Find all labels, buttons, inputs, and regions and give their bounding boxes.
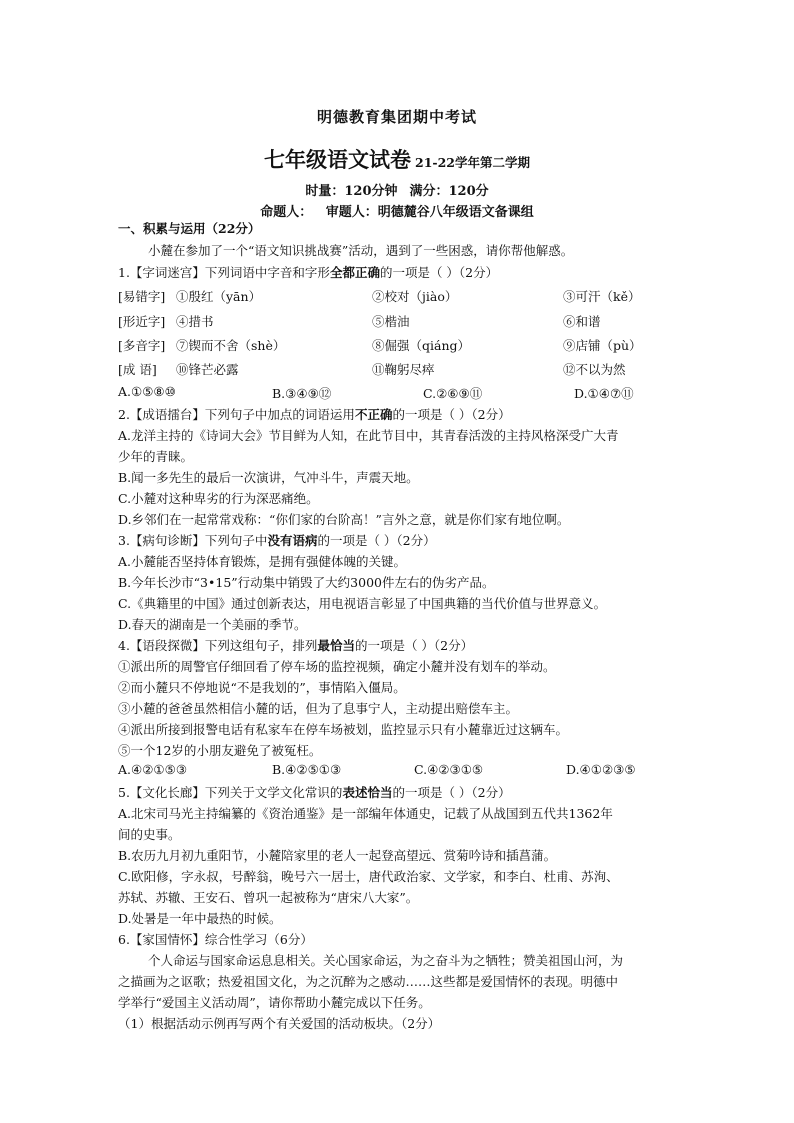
time-score-line bbox=[0, 180, 794, 199]
question-4-stem bbox=[118, 636, 473, 654]
q6-paragraph-line1: 个人命运与国家命运息息相关。关心国家命运，为之奋斗为之牺牲；赞美祖国山河，为 bbox=[148, 953, 624, 968]
q3-stem-emphasis: 没有语病 bbox=[267, 533, 318, 548]
section-intro: 小麓在参加了一个“语文知识挑战赛”活动，遇到了一些困惑，请你帮他解惑。 bbox=[148, 243, 574, 258]
q5-stem-emphasis: 表述恰当 bbox=[342, 785, 393, 800]
q2-option-a-line2: 少年的青睐。 bbox=[118, 449, 194, 464]
q3-option-b: B.今年长沙市“3•15”行动集中销毁了大约3000件左右的伪劣产品。 bbox=[118, 575, 495, 590]
q5-option-d: D.处暑是一年中最热的时候。 bbox=[118, 911, 282, 926]
q1-row-label: [形近字] bbox=[118, 314, 166, 329]
q3-stem-c: 的一项是（ ）（2分） bbox=[317, 533, 436, 548]
q4-stem-emphasis: 最恰当 bbox=[317, 638, 355, 653]
q1-item: ⑥和谱 bbox=[563, 314, 601, 329]
reviewer-label: 审题人：明德麓谷八年级语文备课组 bbox=[325, 205, 534, 220]
option-c: C.②⑥⑨⑪ bbox=[423, 386, 483, 401]
q1-item: ③可汗（kě） bbox=[563, 289, 641, 304]
title-line bbox=[0, 144, 794, 174]
option-a: A.④②①⑤③ bbox=[118, 762, 188, 777]
q6-subquestion-1: （1）根据活动示例再写两个有关爱国的活动板块。（2分） bbox=[118, 1016, 441, 1031]
q2-option-d: D.乡邻们在一起常常戏称：“你们家的台阶高！”言外之意，就是你们家有地位啊。 bbox=[118, 512, 570, 527]
q1-row-label: [成 语] bbox=[118, 362, 157, 377]
q1-item: ②校对（jiào） bbox=[372, 289, 458, 304]
q2-option-a-line1: A.龙洋主持的《诗词大会》节目鲜为人知，在此节目中，其青春活泼的主持风格深受广大青 bbox=[118, 428, 619, 443]
question-5-stem bbox=[118, 783, 511, 801]
option-d: D.①④⑦⑪ bbox=[574, 386, 634, 401]
q5-option-c-line2: 苏轼、苏辙、王安石、曾巩一起被称为“唐宋八大家”。 bbox=[118, 890, 419, 905]
q4-sentence-5: ⑤一个12岁的小朋友避免了被冤枉。 bbox=[118, 743, 322, 758]
q3-option-a: A.小麓能否坚持体育锻炼，是拥有强健体魄的关键。 bbox=[118, 554, 407, 569]
time-label: 时量：120分钟 bbox=[305, 184, 398, 199]
q1-item: ⑩锋芒必露 bbox=[176, 362, 239, 377]
author-line bbox=[0, 201, 794, 220]
q5-option-a-line1: A.北宋司马光主持编纂的《资治通鉴》是一部编年体通史，记载了从战国到五代共1362年 bbox=[118, 806, 613, 821]
q2-stem-a: 2.【成语擂台】下列句子中加点的词语运用 bbox=[118, 407, 355, 422]
q2-stem-emphasis: 不正确 bbox=[354, 407, 393, 422]
q3-option-d: D.春天的湖南是一个美丽的季节。 bbox=[118, 617, 307, 632]
q4-sentence-1: ①派出所的周警官仔细回看了停车场的监控视频，确定小麓并没有划车的举动。 bbox=[118, 659, 556, 674]
author-label: 命题人： bbox=[260, 205, 313, 220]
q4-sentence-4: ④派出所接到报警电话有私家车在停车场被划，监控显示只有小麓靠近过这辆车。 bbox=[118, 722, 569, 737]
section-heading: 一、积累与运用（22分） bbox=[118, 221, 261, 236]
q1-row-label: [易错字] bbox=[118, 289, 166, 304]
option-b: B.④②⑤①③ bbox=[272, 762, 342, 777]
q1-item: ⑦锲而不舍（shè） bbox=[176, 338, 286, 353]
question-2-stem bbox=[118, 405, 511, 423]
school-title: 明德教育集团期中考试 bbox=[316, 108, 477, 126]
q1-item: ⑧倔强（qiáng） bbox=[372, 338, 471, 353]
q4-sentence-2: ②而小麓只不停地说“不是我划的”，事情陷入僵局。 bbox=[118, 680, 406, 695]
q5-option-b: B.农历九月初九重阳节，小麓陪家里的老人一起登高望远、赏菊吟诗和插菖蒲。 bbox=[118, 848, 557, 863]
q6-paragraph-line2: 之描画为之讴歌；热爱祖国文化，为之沉醉为之感动……这些都是爱国情怀的表现。明德中 bbox=[118, 974, 619, 989]
q1-item: ④措书 bbox=[176, 314, 214, 329]
q4-stem-c: 的一项是（ ）（2分） bbox=[354, 638, 474, 653]
q1-item: ⑨店铺（pù） bbox=[563, 338, 642, 353]
q2-option-b: B.闻一多先生的最后一次演讲，气冲斗牛，声震天地。 bbox=[118, 470, 419, 485]
q2-option-c: C.小麓对这种卑劣的行为深恶痛绝。 bbox=[118, 491, 319, 506]
q3-option-c: C.《典籍里的中国》通过创新表达，用电视语言彰显了中国典籍的当代价值与世界意义。 bbox=[118, 596, 607, 611]
q1-item: ⑪鞠躬尽瘁 bbox=[372, 362, 435, 377]
q1-stem-emphasis: 全都正确 bbox=[329, 265, 380, 280]
score-label: 满分：120分 bbox=[409, 184, 489, 199]
question-6-stem: 6.【家国情怀】综合性学习（6分） bbox=[118, 932, 313, 947]
q5-option-c-line1: C.欧阳修，字永叔，号醉翁，晚号六一居士，唐代政治家、文学家，和李白、杜甫、苏洵、 bbox=[118, 869, 619, 884]
q5-option-a-line2: 间的史事。 bbox=[118, 827, 181, 842]
question-3-stem bbox=[118, 531, 436, 549]
option-c: C.④②③①⑤ bbox=[414, 762, 484, 777]
exam-title: 七年级语文试卷 bbox=[264, 147, 411, 172]
q5-stem-c: 的一项是（ ）（2分） bbox=[392, 785, 511, 800]
q2-stem-c: 的一项是（ ）（2分） bbox=[392, 407, 511, 422]
q1-stem-a: 1.【字词迷宫】下列词语中字音和字形 bbox=[118, 265, 330, 280]
q5-stem-a: 5.【文化长廊】下列关于文学文化常识的 bbox=[118, 785, 343, 800]
option-d: D.④①②③⑤ bbox=[566, 762, 636, 777]
q3-stem-a: 3.【病句诊断】下列句子中 bbox=[118, 533, 268, 548]
term-label: 21-22学年第二学期 bbox=[415, 155, 530, 170]
question-1-stem bbox=[118, 263, 498, 281]
q1-row-label: [多音字] bbox=[118, 338, 166, 353]
q6-paragraph-line3: 学举行“爱国主义活动周”，请你帮助小麓完成以下任务。 bbox=[118, 995, 431, 1010]
q1-stem-c: 的一项是（ ）（2分） bbox=[379, 265, 499, 280]
q4-stem-a: 4.【语段探微】下列这组句子，排列 bbox=[118, 638, 318, 653]
option-b: B.③④⑨⑫ bbox=[272, 386, 332, 401]
q1-item: ⑤楷油 bbox=[372, 314, 410, 329]
q1-item: ⑫不以为然 bbox=[563, 362, 626, 377]
q1-item: ①殷红（yān） bbox=[176, 289, 262, 304]
option-a: A.①⑤⑧⑩ bbox=[118, 384, 176, 399]
q4-sentence-3: ③小麓的爸爸虽然相信小麓的话，但为了息事宁人，主动提出赔偿车主。 bbox=[118, 701, 519, 716]
